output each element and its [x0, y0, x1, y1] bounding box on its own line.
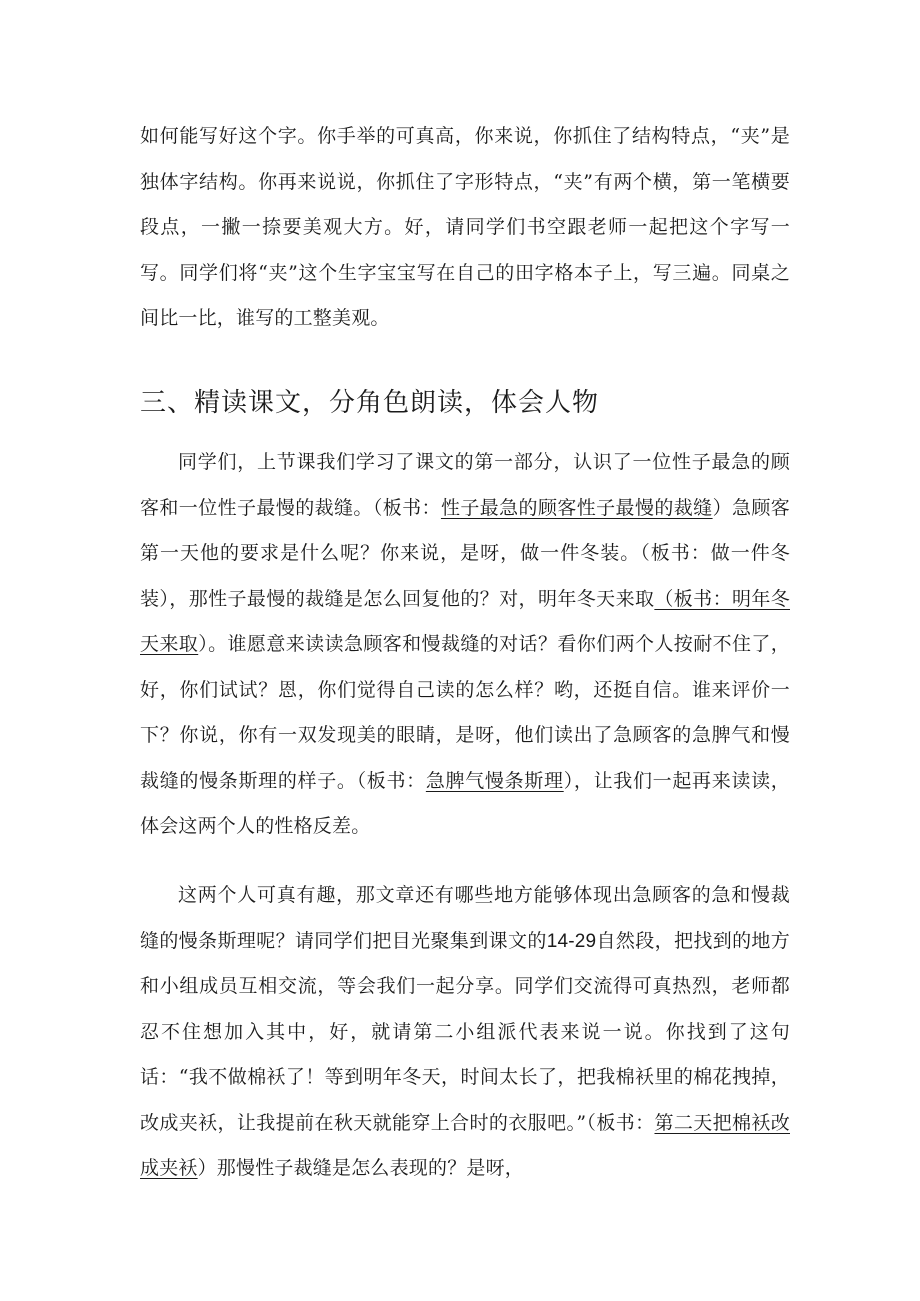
blackboard-note: 第二天把棉袄改成夹袄	[140, 1111, 790, 1179]
blackboard-note: 急脾气慢条斯理	[425, 769, 564, 792]
section-heading: 三、精读课文，分角色朗读，体会人物	[140, 388, 600, 418]
blackboard-note: 性子最急的顾客性子最慢的裁缝	[440, 496, 713, 519]
text-run: ），让我们一起再来读读，体会这两个人的性格反差。	[140, 769, 790, 837]
paragraph-first-part-review	[140, 440, 790, 850]
text-run: 自然段，把找到的地方和小组成员互相交流，等会我们一起分享。同学们交流得可真热烈，老师都忍不住想加入其中，好，就请第二小组派代表来说一说。你找到了这句话：“我不做棉袄了！等到明年冬天，时间太长了，把我棉袄里的棉花拽掉，改成夹袄，让我提前在秋天就能穿上合时的衣服吧。”（板书：	[140, 929, 790, 1134]
text-run: ）急顾客第一天他的要求是什么呢？你来说，是呀，做一件冬装。（板书：做一件冬装），那性子最慢的裁缝是怎么回复他的？对，明年冬天来取	[140, 496, 790, 610]
paragraph-writing-practice	[140, 114, 790, 342]
text-run: ）。谁愿意来读读急顾客和慢裁缝的对话？看你们两个人按耐不住了，好，你们试试？恩，你们觉得自己读的怎么样？哟，还挺自信。谁来评价一下？你说，你有一双发现美的眼睛，是呀，他们读出了急顾客的急脾气和慢裁缝的慢条斯理的样子。（板书：	[140, 633, 791, 792]
text-run: 这两个人可真有趣，那文章还有哪些地方能够体现出急顾客的急和慢裁缝的慢条斯理呢？请同学们把目光聚集到课文的	[140, 884, 790, 952]
blackboard-note: （板书：明年冬天来取	[140, 587, 790, 655]
paragraph-text	[140, 440, 790, 850]
paragraph-text	[140, 873, 790, 1192]
paragraph-range-number: 14-29	[546, 930, 597, 952]
text-run: ）那慢性子裁缝是怎么表现的？是呀，	[197, 1157, 525, 1179]
paragraph-group-discussion	[140, 873, 790, 1192]
text-run: 同学们，上节课我们学习了课文的第一部分，认识了一位性子最急的顾客和一位性子最慢的裁缝。（板书：	[140, 451, 790, 519]
paragraph-text: 如何能写好这个字。你手举的可真高，你来说，你抓住了结构特点，“夹”是独体字结构。你再来说说，你抓住了字形特点，“夹”有两个横，第一笔横要段点，一撇一捺要美观大方。好，请同学们书空跟老师一起把这个字写一写。同学们将“夹”这个生字宝宝写在自己的田字格本子上，写三遍。同桌之间比一比，谁写的工整美观。	[140, 125, 790, 329]
